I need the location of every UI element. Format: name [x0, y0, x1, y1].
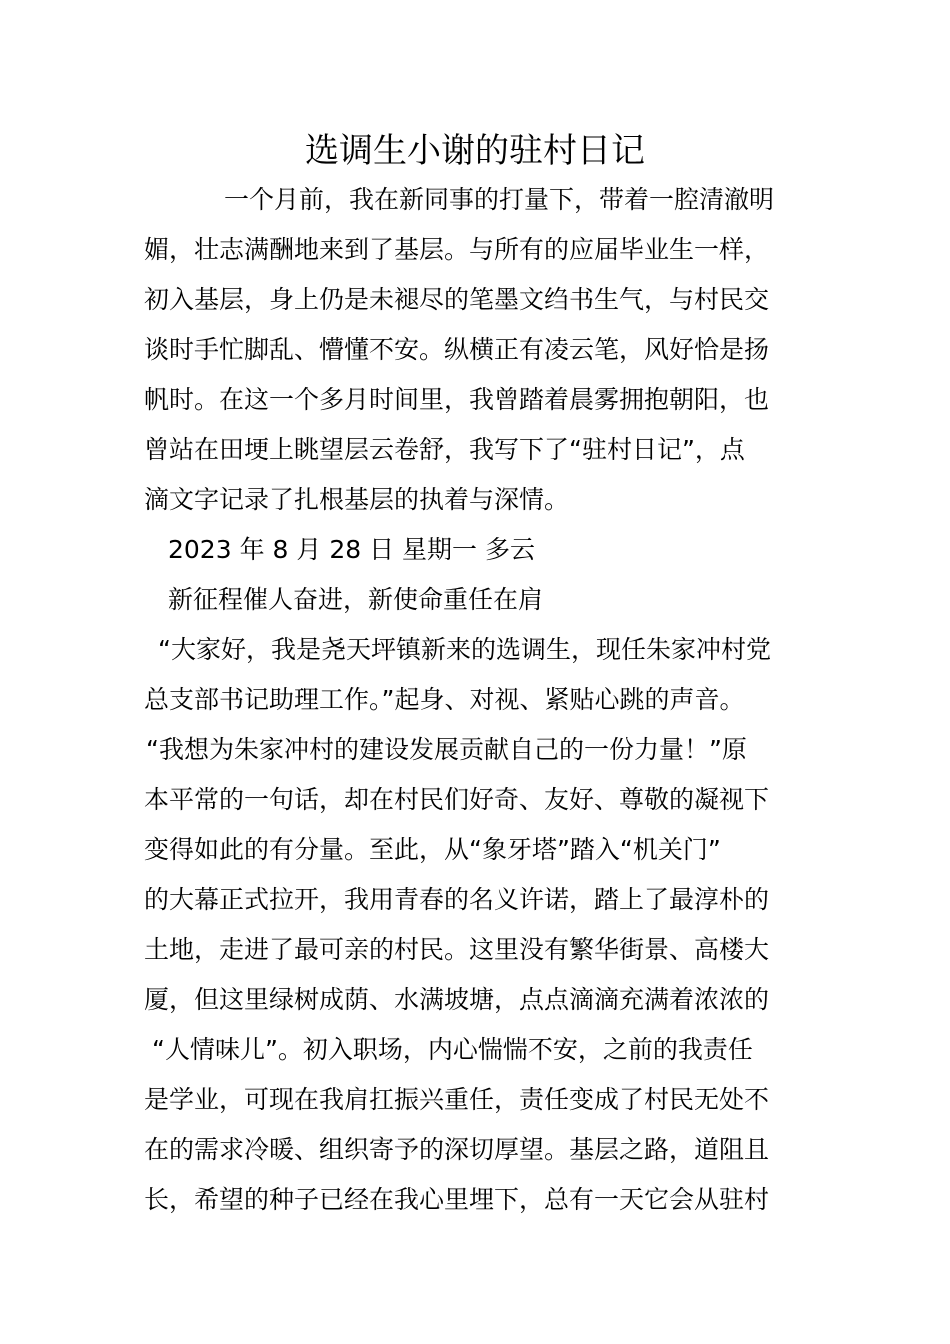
paragraph-line: 谈时手忙脚乱、懵懂不安。纵横正有凌云笔，风好恰是扬: [144, 335, 770, 364]
paragraph-line: “大家好，我是尧天坪镇新来的选调生，现任朱家冲村党: [158, 635, 771, 664]
paragraph-line: 初入基层，身上仍是未褪尽的笔墨文绉书生气，与村民交: [144, 285, 770, 314]
paragraph-line: 厦，但这里绿树成荫、水满坡塘，点点滴滴充满着浓浓的: [144, 985, 770, 1014]
paragraph-line: 变得如此的有分量。至此，从“象牙塔”踏入“机关门”: [144, 835, 721, 864]
paragraph-line: 曾站在田埂上眺望层云卷舒，我写下了“驻村日记”，点: [144, 435, 745, 464]
diary-date-line: 2023 年 8 月 28 日 星期一 多云: [168, 535, 535, 564]
paragraph-line: 滴文字记录了扎根基层的执着与深情。: [144, 485, 570, 514]
paragraph-line: 土地，走进了最可亲的村民。这里没有繁华街景、高楼大: [144, 935, 770, 964]
paragraph-line: 本平常的一句话，却在村民们好奇、友好、尊敬的凝视下: [144, 785, 770, 814]
paragraph-line: 一个月前，我在新同事的打量下，带着一腔清澈明: [224, 185, 775, 214]
paragraph-line: 总支部书记助理工作。”起身、对视、紧贴心跳的声音。: [144, 685, 745, 714]
paragraph-line: 帆时。在这一个多月时间里，我曾踏着晨雾拥抱朝阳，也: [144, 385, 770, 414]
paragraph-line: 在的需求冷暖、组织寄予的深切厚望。基层之路，道阻且: [144, 1135, 770, 1164]
diary-heading: 新征程催人奋进，新使命重任在肩: [168, 585, 544, 614]
paragraph-line: 媚，壮志满酬地来到了基层。与所有的应届毕业生一样，: [144, 235, 770, 264]
paragraph-line: 是学业，可现在我肩扛振兴重任，责任变成了村民无处不: [144, 1085, 770, 1114]
paragraph-line: 长，希望的种子已经在我心里埋下，总有一天它会从驻村: [144, 1185, 770, 1214]
paragraph-line: “我想为朱家冲村的建设发展贡献自己的一份力量！”原: [146, 735, 747, 764]
paragraph-line: “人情味儿”。初入职场，内心惴惴不安，之前的我责任: [152, 1035, 753, 1064]
paragraph-line: 的大幕正式拉开，我用青春的名义许诺，踏上了最淳朴的: [144, 885, 770, 914]
document-title: 选调生小谢的驻村日记: [305, 131, 645, 171]
